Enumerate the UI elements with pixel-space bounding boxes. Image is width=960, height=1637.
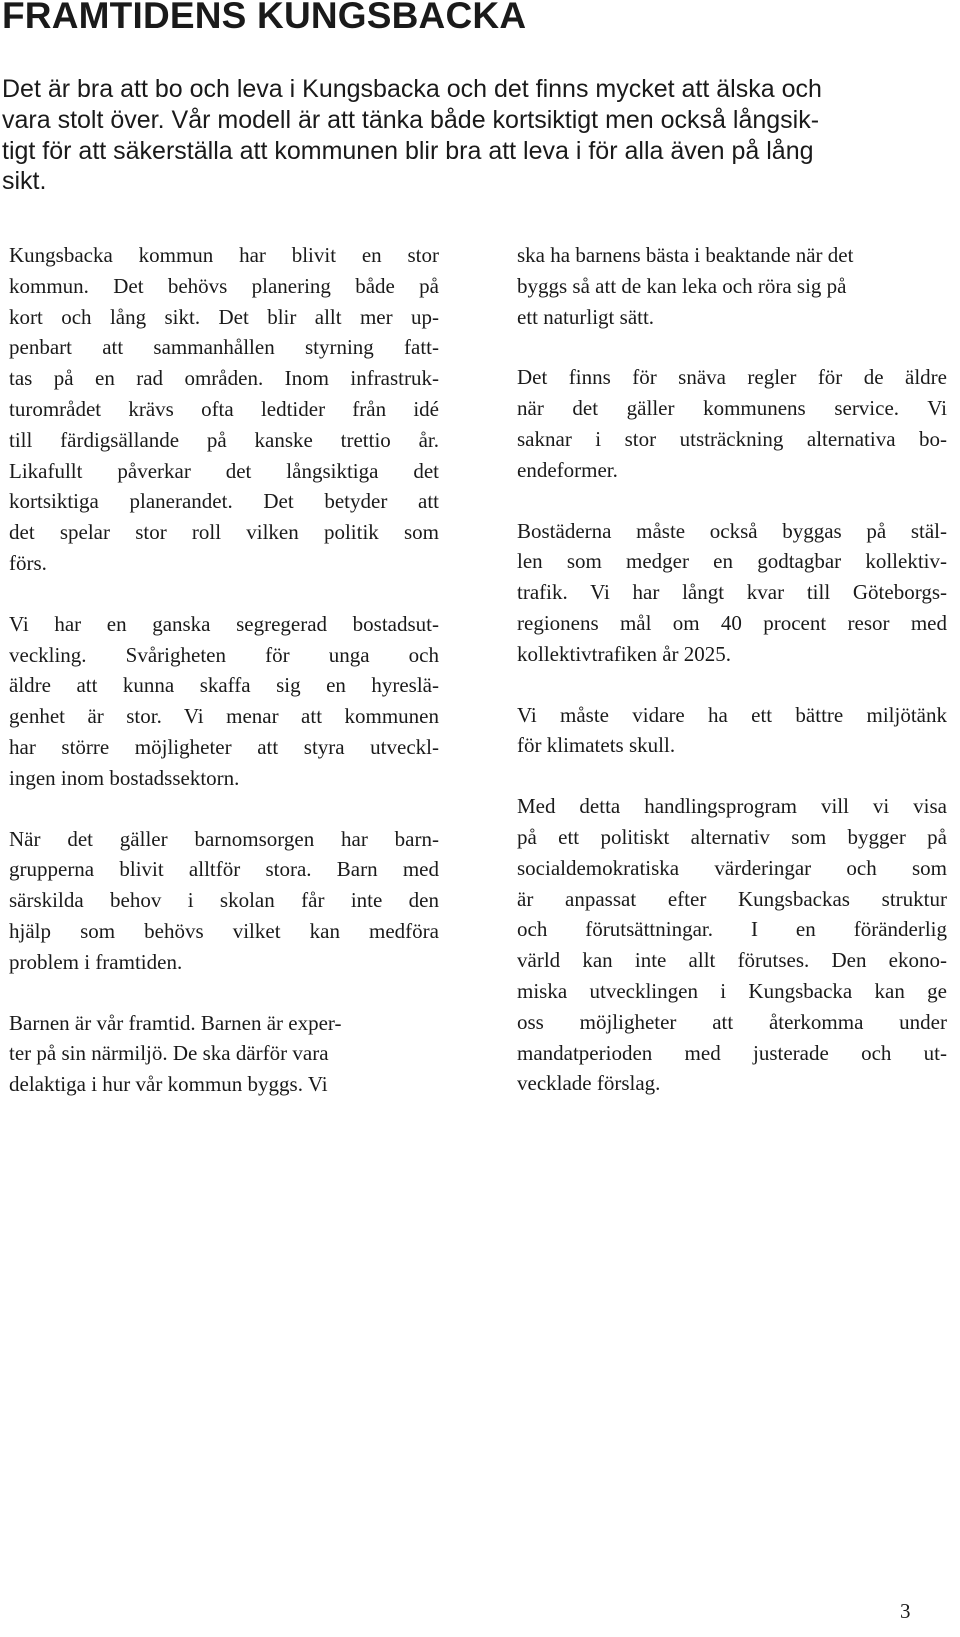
body-paragraph [517, 240, 947, 332]
body-line: ska ha barnens bästa i beaktande när det [517, 243, 854, 267]
lead-line: sikt. [2, 167, 47, 196]
body-line: miska utvecklingen i Kungsbacka kan ge [517, 978, 947, 1003]
body-line: kortsiktiga planerandet. Det betyder att [9, 489, 439, 514]
body-line: Likafullt påverkar det långsiktiga det [9, 458, 439, 483]
body-line: Med detta handlingsprogram vill vi visa [517, 794, 947, 819]
body-line: till färdigsällande på kanske trettio år. [9, 427, 439, 452]
body-line: När det gäller barnomsorgen har barn- [9, 826, 439, 851]
body-paragraph [9, 1008, 439, 1100]
body-line: kommun. Det behövs planering både på [9, 273, 439, 298]
body-paragraph [517, 700, 947, 762]
body-line: mandatperioden med justerade och ut- [517, 1040, 947, 1065]
body-line: tas på en rad områden. Inom infrastruk- [9, 366, 439, 391]
body-line: byggs så att de kan leka och röra sig på [517, 273, 847, 298]
body-line: len som medger en godtagbar kollektiv- [517, 549, 947, 574]
body-line: regionens mål om 40 procent resor med [517, 610, 947, 635]
lead-line: vara stolt över. Vår modell är att tänka både kortsiktigt men också långsik- [2, 105, 820, 134]
body-line: för klimatets skull. [517, 733, 676, 758]
body-line: turområdet krävs ofta ledtider från idé [9, 396, 439, 421]
body-paragraph [517, 362, 947, 485]
body-line: på ett politiskt alternativ som bygger på [517, 824, 947, 849]
body-line: när det gäller kommunens service. Vi [517, 396, 947, 421]
body-line: vecklade förslag. [517, 1071, 661, 1096]
body-line: problem i framtiden. [9, 949, 183, 974]
lead-line: Det är bra att bo och leva i Kungsbacka och det finns mycket att älska och [2, 75, 822, 103]
body-line: förs. [9, 550, 47, 575]
body-line: endeformer. [517, 457, 618, 482]
right-column [517, 240, 947, 1129]
lead-paragraph [2, 74, 947, 197]
body-line: oss möjligheter att återkomma under [517, 1009, 947, 1034]
body-line: ingen inom bostadssektorn. [9, 765, 240, 790]
body-line: penbart att sammanhållen styrning fatt- [9, 335, 439, 360]
lead-line: tigt för att säkerställa att kommunen blir bra att leva i för alla även på lång [2, 136, 814, 165]
body-line: kollektivtrafiken år 2025. [517, 641, 732, 666]
body-paragraph [9, 240, 439, 579]
body-line: har större möjligheter att styra utveckl- [9, 734, 439, 759]
body-line: hjälp som behövs vilket kan medföra [9, 918, 439, 943]
body-line: ett naturligt sätt. [517, 304, 655, 329]
body-line: Bostäderna måste också byggas på stäl- [517, 518, 947, 543]
body-line: Det finns för snäva regler för de äldre [517, 365, 947, 390]
body-line: Vi har en ganska segregerad bostadsut- [9, 611, 439, 636]
body-line: är anpassat efter Kungsbackas struktur [517, 886, 947, 911]
body-line: genhet är stor. Vi menar att kommunen [9, 704, 439, 729]
body-line: och förutsättningar. I en föränderlig [517, 917, 947, 942]
body-line: värld kan inte allt förutses. Den ekono- [517, 948, 947, 973]
left-column [9, 240, 439, 1130]
body-line: kort och lång sikt. Det blir allt mer up- [9, 304, 439, 329]
body-line: äldre att kunna skaffa sig en hyreslä- [9, 673, 439, 698]
body-line: socialdemokratiska värderingar och som [517, 855, 947, 880]
body-line: grupperna blivit alltför stora. Barn med [9, 857, 439, 882]
body-paragraph [9, 609, 439, 794]
body-line: trafik. Vi har långt kvar till Göteborgs- [517, 580, 947, 605]
body-line: delaktiga i hur vår kommun byggs. Vi [9, 1072, 328, 1097]
body-line: Kungsbacka kommun har blivit en stor [9, 243, 439, 267]
page-title: FRAMTIDENS KUNGSBACKA [2, 0, 527, 36]
body-line: saknar i stor utsträckning alternativa bo- [517, 426, 947, 451]
body-line: veckling. Svårigheten för unga och [9, 642, 439, 667]
body-paragraph [517, 791, 947, 1099]
body-line: det spelar stor roll vilken politik som [9, 520, 439, 545]
body-line: ter på sin närmiljö. De ska därför vara [9, 1041, 329, 1066]
body-paragraph [517, 516, 947, 670]
body-line: Barnen är vår framtid. Barnen är exper- [9, 1010, 342, 1035]
body-line: särskilda behov i skolan får inte den [9, 888, 439, 913]
body-paragraph [9, 824, 439, 978]
body-line: Vi måste vidare ha ett bättre miljötänk [517, 702, 947, 727]
page-number: 3 [900, 1599, 911, 1623]
